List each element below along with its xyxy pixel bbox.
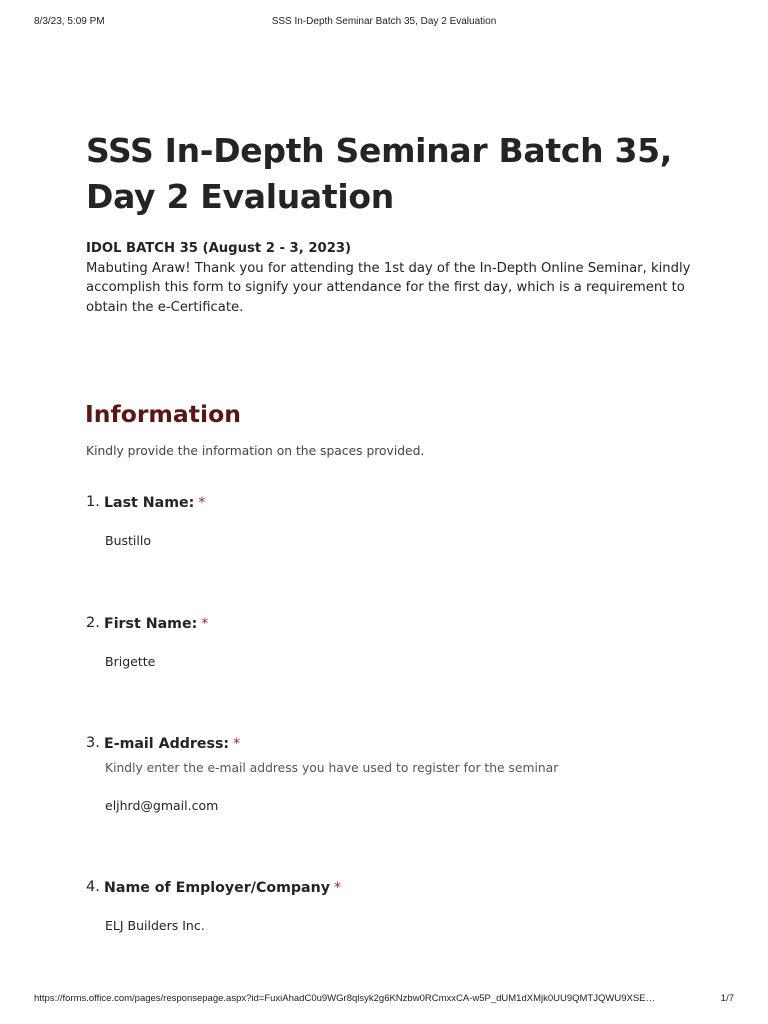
required-asterisk: * bbox=[233, 736, 241, 752]
print-header bbox=[34, 16, 734, 30]
form-description bbox=[86, 239, 716, 317]
question-email bbox=[86, 735, 726, 813]
print-title: SSS In-Depth Seminar Batch 35, Day 2 Evaluation bbox=[271, 16, 497, 27]
question-label: E-mail Address: * bbox=[104, 736, 241, 752]
question-number: 3. bbox=[86, 735, 100, 751]
section-title: Information bbox=[85, 400, 241, 428]
required-asterisk: * bbox=[201, 616, 209, 632]
page-number: 1/7 bbox=[720, 993, 734, 1004]
required-asterisk: * bbox=[333, 880, 342, 896]
question-first-name bbox=[86, 615, 726, 669]
question-label: First Name: * bbox=[104, 616, 209, 632]
print-date: 8/3/23, 5:09 PM bbox=[34, 16, 105, 27]
question-number: 4. bbox=[86, 879, 100, 895]
print-url: https://forms.office.com/pages/responsepage.aspx?id=FuxiAhadC0u9WGr8qlsyk2g6KNzbw0RCmxxCA-w5P_dUM1dXMjk0UU9QMTJQWU9XSE… bbox=[34, 993, 655, 1004]
answer-employer: ELJ Builders Inc. bbox=[105, 918, 205, 933]
question-employer bbox=[86, 879, 726, 933]
answer-email: eljhrd@gmail.com bbox=[105, 798, 219, 813]
section-description: Kindly provide the information on the spaces provided. bbox=[86, 444, 425, 458]
print-footer bbox=[34, 993, 734, 1007]
question-hint: Kindly enter the e-mail address you have used to register for the seminar bbox=[105, 761, 559, 775]
form-description-text: Mabuting Araw! Thank you for attending the 1st day of the In-Depth Online Seminar, kindly accomplish this form to signify your attendance for the first day, which is a requirement to obtain the e-Certificate. bbox=[86, 260, 691, 315]
question-last-name bbox=[86, 494, 726, 548]
question-label: Name of Employer/Company * bbox=[104, 880, 342, 896]
form-title: SSS In-Depth Seminar Batch 35, Day 2 Evaluation bbox=[86, 131, 673, 216]
form-description-heading: IDOL BATCH 35 (August 2 - 3, 2023) bbox=[86, 241, 352, 256]
question-number: 2. bbox=[86, 615, 100, 631]
question-label: Last Name: * bbox=[104, 495, 206, 511]
answer-last-name: Bustillo bbox=[105, 533, 151, 548]
question-number: 1. bbox=[86, 494, 100, 510]
required-asterisk: * bbox=[198, 495, 206, 511]
answer-first-name: Brigette bbox=[105, 654, 156, 669]
